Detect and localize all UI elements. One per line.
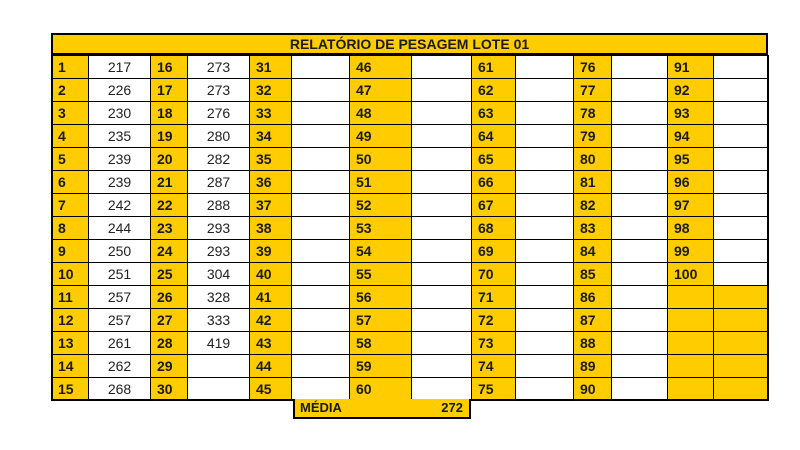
row-number-cell bbox=[667, 331, 713, 354]
weight-cell bbox=[411, 285, 471, 308]
weight-cell: 235 bbox=[88, 124, 150, 147]
row-number-cell: 18 bbox=[150, 101, 187, 124]
row-number-cell: 63 bbox=[471, 101, 515, 124]
weight-cell bbox=[611, 216, 667, 239]
weight-cell: 257 bbox=[88, 308, 150, 331]
weight-cell bbox=[411, 147, 471, 170]
weight-cell: 333 bbox=[187, 308, 249, 331]
weight-cell: 280 bbox=[187, 124, 249, 147]
row-number-cell: 98 bbox=[667, 216, 713, 239]
row-number-cell: 34 bbox=[249, 124, 291, 147]
weight-cell bbox=[411, 239, 471, 262]
average-value: 272 bbox=[441, 400, 463, 415]
row-number-cell: 25 bbox=[150, 262, 187, 285]
row-number-cell: 88 bbox=[573, 331, 611, 354]
row-number-cell: 72 bbox=[471, 308, 515, 331]
weight-cell bbox=[611, 354, 667, 377]
weight-cell bbox=[291, 193, 349, 216]
row-number-cell: 10 bbox=[51, 262, 88, 285]
weight-cell: 217 bbox=[88, 55, 150, 78]
weight-cell: 251 bbox=[88, 262, 150, 285]
weight-cell bbox=[291, 78, 349, 101]
weight-cell bbox=[611, 124, 667, 147]
weight-cell bbox=[611, 331, 667, 354]
weight-cell bbox=[291, 124, 349, 147]
weight-cell bbox=[515, 377, 573, 400]
weight-cell: 261 bbox=[88, 331, 150, 354]
row-number-cell: 15 bbox=[51, 377, 88, 400]
weight-cell bbox=[291, 308, 349, 331]
row-number-cell: 94 bbox=[667, 124, 713, 147]
weight-cell: 282 bbox=[187, 147, 249, 170]
weight-cell: 287 bbox=[187, 170, 249, 193]
row-number-cell: 21 bbox=[150, 170, 187, 193]
weight-cell bbox=[611, 308, 667, 331]
row-number-cell: 32 bbox=[249, 78, 291, 101]
weight-cell bbox=[291, 239, 349, 262]
row-number-cell: 100 bbox=[667, 262, 713, 285]
row-number-cell: 8 bbox=[51, 216, 88, 239]
row-number-cell: 75 bbox=[471, 377, 515, 400]
weight-cell bbox=[515, 124, 573, 147]
weight-cell bbox=[515, 78, 573, 101]
row-number-cell: 50 bbox=[349, 147, 411, 170]
weight-cell bbox=[611, 147, 667, 170]
row-number-cell: 86 bbox=[573, 285, 611, 308]
weight-cell: 244 bbox=[88, 216, 150, 239]
weight-cell bbox=[713, 216, 767, 239]
weight-cell bbox=[411, 101, 471, 124]
weight-cell bbox=[291, 55, 349, 78]
weight-cell bbox=[515, 354, 573, 377]
weight-cell bbox=[515, 147, 573, 170]
weight-cell bbox=[713, 124, 767, 147]
weight-cell bbox=[515, 193, 573, 216]
weight-cell: 276 bbox=[187, 101, 249, 124]
row-number-cell: 54 bbox=[349, 239, 411, 262]
row-number-cell: 64 bbox=[471, 124, 515, 147]
row-number-cell: 53 bbox=[349, 216, 411, 239]
row-number-cell: 42 bbox=[249, 308, 291, 331]
average-label: MÉDIA bbox=[300, 400, 342, 415]
weight-cell bbox=[411, 78, 471, 101]
row-number-cell: 26 bbox=[150, 285, 187, 308]
row-number-cell: 65 bbox=[471, 147, 515, 170]
row-number-cell: 81 bbox=[573, 170, 611, 193]
report-title: RELATÓRIO DE PESAGEM LOTE 01 bbox=[51, 33, 768, 55]
row-number-cell: 97 bbox=[667, 193, 713, 216]
row-number-cell: 41 bbox=[249, 285, 291, 308]
row-number-cell bbox=[667, 285, 713, 308]
row-number-cell: 76 bbox=[573, 55, 611, 78]
weight-cell bbox=[611, 55, 667, 78]
weight-cell: 226 bbox=[88, 78, 150, 101]
row-number-cell: 73 bbox=[471, 331, 515, 354]
weight-cell bbox=[611, 101, 667, 124]
row-number-cell: 68 bbox=[471, 216, 515, 239]
row-number-cell: 58 bbox=[349, 331, 411, 354]
weight-cell bbox=[291, 354, 349, 377]
row-number-cell: 29 bbox=[150, 354, 187, 377]
row-number-cell: 99 bbox=[667, 239, 713, 262]
row-number-cell: 6 bbox=[51, 170, 88, 193]
row-number-cell: 56 bbox=[349, 285, 411, 308]
row-number-cell: 39 bbox=[249, 239, 291, 262]
row-number-cell: 12 bbox=[51, 308, 88, 331]
weight-cell bbox=[411, 377, 471, 400]
row-number-cell: 84 bbox=[573, 239, 611, 262]
weight-cell bbox=[411, 308, 471, 331]
weight-cell bbox=[291, 216, 349, 239]
row-number-cell: 74 bbox=[471, 354, 515, 377]
weight-cell bbox=[713, 285, 767, 308]
weight-cell bbox=[291, 285, 349, 308]
weight-cell bbox=[713, 331, 767, 354]
row-number-cell bbox=[667, 377, 713, 400]
row-number-cell: 78 bbox=[573, 101, 611, 124]
row-number-cell: 85 bbox=[573, 262, 611, 285]
weight-cell bbox=[515, 101, 573, 124]
row-number-cell: 27 bbox=[150, 308, 187, 331]
row-number-cell: 96 bbox=[667, 170, 713, 193]
row-number-cell: 49 bbox=[349, 124, 411, 147]
weight-cell: 242 bbox=[88, 193, 150, 216]
weight-cell bbox=[411, 193, 471, 216]
row-number-cell: 16 bbox=[150, 55, 187, 78]
weight-cell: 328 bbox=[187, 285, 249, 308]
weight-cell bbox=[187, 377, 249, 400]
row-number-cell: 83 bbox=[573, 216, 611, 239]
weight-cell bbox=[411, 124, 471, 147]
weight-cell bbox=[713, 193, 767, 216]
weight-cell: 293 bbox=[187, 216, 249, 239]
row-number-cell: 55 bbox=[349, 262, 411, 285]
row-number-cell: 82 bbox=[573, 193, 611, 216]
row-number-cell: 51 bbox=[349, 170, 411, 193]
row-number-cell: 28 bbox=[150, 331, 187, 354]
row-number-cell: 33 bbox=[249, 101, 291, 124]
row-number-cell: 67 bbox=[471, 193, 515, 216]
row-number-cell: 30 bbox=[150, 377, 187, 400]
weight-cell bbox=[611, 170, 667, 193]
row-number-cell: 77 bbox=[573, 78, 611, 101]
row-number-cell: 46 bbox=[349, 55, 411, 78]
row-number-cell: 7 bbox=[51, 193, 88, 216]
row-number-cell: 45 bbox=[249, 377, 291, 400]
row-number-cell: 95 bbox=[667, 147, 713, 170]
row-number-cell: 19 bbox=[150, 124, 187, 147]
row-number-cell: 62 bbox=[471, 78, 515, 101]
weight-cell: 239 bbox=[88, 147, 150, 170]
row-number-cell: 9 bbox=[51, 239, 88, 262]
weight-cell bbox=[611, 285, 667, 308]
row-number-cell: 40 bbox=[249, 262, 291, 285]
weight-cell bbox=[411, 170, 471, 193]
weight-cell: 268 bbox=[88, 377, 150, 400]
row-number-cell: 80 bbox=[573, 147, 611, 170]
weight-cell bbox=[187, 354, 249, 377]
row-number-cell: 1 bbox=[51, 55, 88, 78]
row-number-cell: 11 bbox=[51, 285, 88, 308]
weight-cell: 230 bbox=[88, 101, 150, 124]
row-number-cell: 13 bbox=[51, 331, 88, 354]
weight-cell: 288 bbox=[187, 193, 249, 216]
weight-cell bbox=[291, 262, 349, 285]
weight-cell bbox=[411, 216, 471, 239]
row-number-cell: 89 bbox=[573, 354, 611, 377]
weight-cell bbox=[515, 55, 573, 78]
row-number-cell: 14 bbox=[51, 354, 88, 377]
weight-cell bbox=[713, 101, 767, 124]
row-number-cell: 87 bbox=[573, 308, 611, 331]
weight-cell bbox=[611, 262, 667, 285]
weight-cell bbox=[713, 308, 767, 331]
row-number-cell: 59 bbox=[349, 354, 411, 377]
weight-cell bbox=[411, 55, 471, 78]
weight-cell bbox=[515, 308, 573, 331]
weight-cell bbox=[713, 239, 767, 262]
weight-cell bbox=[411, 331, 471, 354]
row-number-cell: 70 bbox=[471, 262, 515, 285]
row-number-cell: 5 bbox=[51, 147, 88, 170]
row-number-cell: 24 bbox=[150, 239, 187, 262]
weight-cell bbox=[713, 55, 767, 78]
row-number-cell: 43 bbox=[249, 331, 291, 354]
weight-cell bbox=[291, 331, 349, 354]
weight-cell: 419 bbox=[187, 331, 249, 354]
row-number-cell: 60 bbox=[349, 377, 411, 400]
row-number-cell: 69 bbox=[471, 239, 515, 262]
row-number-cell: 93 bbox=[667, 101, 713, 124]
row-number-cell: 2 bbox=[51, 78, 88, 101]
row-number-cell: 20 bbox=[150, 147, 187, 170]
weight-cell: 273 bbox=[187, 78, 249, 101]
row-number-cell: 36 bbox=[249, 170, 291, 193]
weight-cell bbox=[515, 170, 573, 193]
row-number-cell: 48 bbox=[349, 101, 411, 124]
weight-cell bbox=[411, 262, 471, 285]
row-number-cell: 3 bbox=[51, 101, 88, 124]
row-number-cell bbox=[667, 308, 713, 331]
weight-cell bbox=[291, 147, 349, 170]
weight-cell bbox=[515, 285, 573, 308]
weight-cell bbox=[515, 239, 573, 262]
row-number-cell: 37 bbox=[249, 193, 291, 216]
weight-cell bbox=[291, 377, 349, 400]
grid-border-left bbox=[51, 55, 53, 401]
weight-cell bbox=[411, 354, 471, 377]
weight-cell bbox=[611, 239, 667, 262]
row-number-cell: 91 bbox=[667, 55, 713, 78]
row-number-cell: 52 bbox=[349, 193, 411, 216]
row-number-cell: 23 bbox=[150, 216, 187, 239]
row-number-cell: 22 bbox=[150, 193, 187, 216]
row-number-cell: 61 bbox=[471, 55, 515, 78]
weight-cell bbox=[291, 170, 349, 193]
grid-border-right bbox=[767, 55, 769, 400]
weight-cell: 239 bbox=[88, 170, 150, 193]
weight-cell: 304 bbox=[187, 262, 249, 285]
row-number-cell: 35 bbox=[249, 147, 291, 170]
weight-cell: 250 bbox=[88, 239, 150, 262]
weight-cell bbox=[713, 78, 767, 101]
weight-cell: 273 bbox=[187, 55, 249, 78]
weight-cell bbox=[713, 147, 767, 170]
row-number-cell: 44 bbox=[249, 354, 291, 377]
row-number-cell: 71 bbox=[471, 285, 515, 308]
row-number-cell bbox=[667, 354, 713, 377]
weight-cell bbox=[713, 354, 767, 377]
weight-cell bbox=[515, 331, 573, 354]
row-number-cell: 47 bbox=[349, 78, 411, 101]
row-number-cell: 31 bbox=[249, 55, 291, 78]
weight-cell bbox=[611, 377, 667, 400]
weight-cell bbox=[515, 262, 573, 285]
row-number-cell: 92 bbox=[667, 78, 713, 101]
weight-cell bbox=[713, 262, 767, 285]
weight-cell bbox=[611, 78, 667, 101]
weight-cell: 293 bbox=[187, 239, 249, 262]
row-number-cell: 57 bbox=[349, 308, 411, 331]
row-number-cell: 66 bbox=[471, 170, 515, 193]
row-number-cell: 17 bbox=[150, 78, 187, 101]
row-number-cell: 38 bbox=[249, 216, 291, 239]
weight-cell bbox=[713, 377, 767, 400]
weight-cell: 262 bbox=[88, 354, 150, 377]
row-number-cell: 4 bbox=[51, 124, 88, 147]
weight-cell bbox=[515, 216, 573, 239]
weight-cell bbox=[713, 170, 767, 193]
weight-cell: 257 bbox=[88, 285, 150, 308]
average-box bbox=[293, 399, 471, 419]
weight-cell bbox=[611, 193, 667, 216]
weight-cell bbox=[291, 101, 349, 124]
row-number-cell: 79 bbox=[573, 124, 611, 147]
row-number-cell: 90 bbox=[573, 377, 611, 400]
